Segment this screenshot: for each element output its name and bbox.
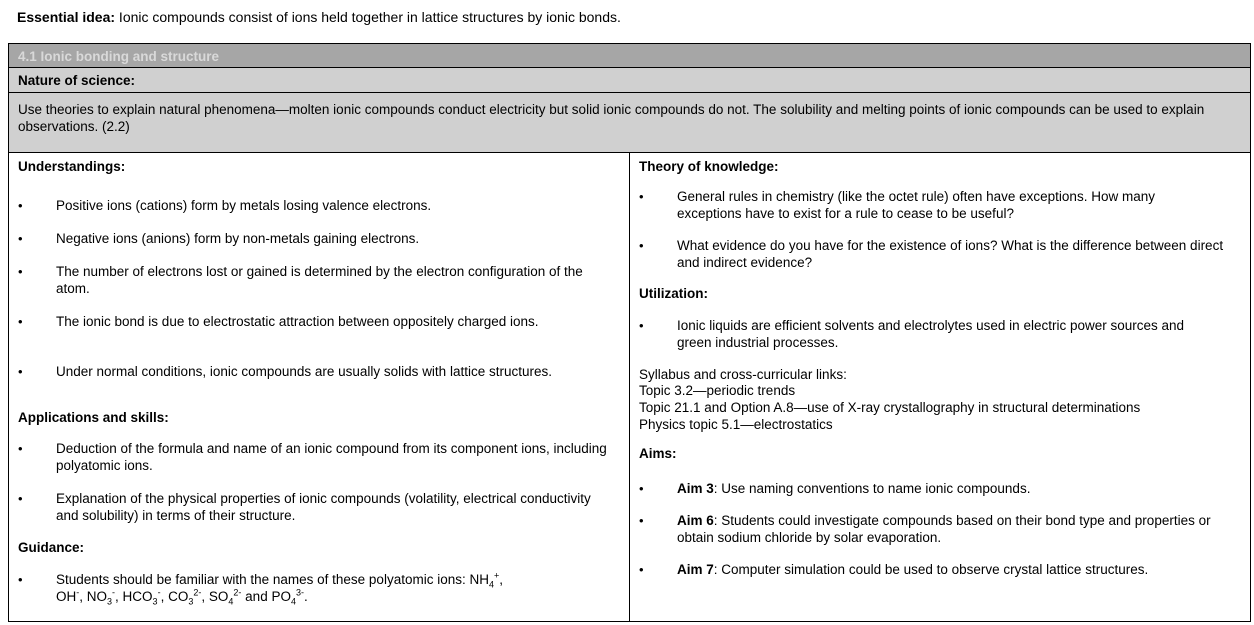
essential-idea-text: Ionic compounds consist of ions held together in lattice structures by ionic bonds. bbox=[115, 9, 621, 25]
essential-idea bbox=[17, 9, 621, 25]
guidance-heading: Guidance: bbox=[18, 540, 85, 555]
links-line: Topic 21.1 and Option A.8—use of X-ray crystallography in structural determinations bbox=[639, 400, 1141, 415]
links-line: Syllabus and cross-curricular links: bbox=[639, 367, 847, 382]
nature-of-science-text: Use theories to explain natural phenomena—molten ionic compounds conduct electricity but solid ionic compounds do not. The solubility and melting points of ionic compounds can be used to explain observations. (2.2) bbox=[18, 102, 1205, 134]
links-line: Physics topic 5.1—electrostatics bbox=[639, 417, 833, 432]
aims-heading: Aims: bbox=[639, 446, 677, 461]
topic-title: 4.1 Ionic bonding and structure bbox=[9, 44, 1250, 68]
utilization-heading: Utilization: bbox=[639, 286, 708, 301]
applications-heading: Applications and skills: bbox=[18, 410, 169, 425]
essential-idea-label: Essential idea: bbox=[17, 9, 116, 25]
column-divider bbox=[629, 153, 630, 622]
links-line: Topic 3.2—periodic trends bbox=[639, 383, 796, 398]
tok-heading: Theory of knowledge: bbox=[639, 159, 779, 174]
nature-of-science-title: Nature of science: bbox=[18, 73, 136, 88]
syllabus-table: 4.1 Ionic bonding and structure Nature of science: Use theories to explain natural phenomena—molten ionic compounds conduct electricity but solid ionic compounds do not. The solubility and melting points of ionic compounds can be used to explain observations. (2.2) Understandings: • Positive ions (cations) form by metals losing valence electrons. • Negative ions (anions) form by non-metals gaining electrons. • The number of electrons lost or gained is determined by the electron configuration of the atom. • The ionic bond is due to electrostatic attraction between oppositely charged ions. • Under normal conditions, ionic compounds are usually solids with lattice structures. Applications and skills: • Deduction of the formula and name of an ionic compound from its component ions, including polyatomic ions. • Explanation of the physical properties of ionic compounds (volatility, electrical conductivity and solubility) in terms of their structure. Guidance: • Students should be familiar with the names of these polyatomic ions: $NH_4^+$, OH-, $NO_3^-$, $HCO_3^-$, $CO_3^{2-}$, $SO_4^{2-}$ and $PO_4^{3-}$. Theory of knowledge: • General rules in chemistry (like the octet rule) often have exceptions. How many exceptions have to exist for a rule to cease to be useful? • What evidence do you have for the existence of ions? What is the difference between direct and indirect evidence? Utilization: • Ionic liquids are efficient solvents and electrolytes used in electric power sources and green industrial processes. Syllabus and cross-curricular links: Topic 3.2—periodic trends Topic 21.1 and Option A.8—use of X-ray crystallography in structural determinations Physics topic 5.1—electrostatics Aims: • Aim 3: Use naming conventions to name ionic compounds. • Aim 6: Students could investigate compounds based on their bond type and properties or obtain sodium chloride by solar evaporation. • Aim 7: Computer simulation could be used to observe crystal lattice structures. bbox=[8, 43, 1251, 622]
understandings-heading: Understandings: bbox=[18, 159, 126, 174]
nature-of-science-section bbox=[9, 68, 1250, 153]
